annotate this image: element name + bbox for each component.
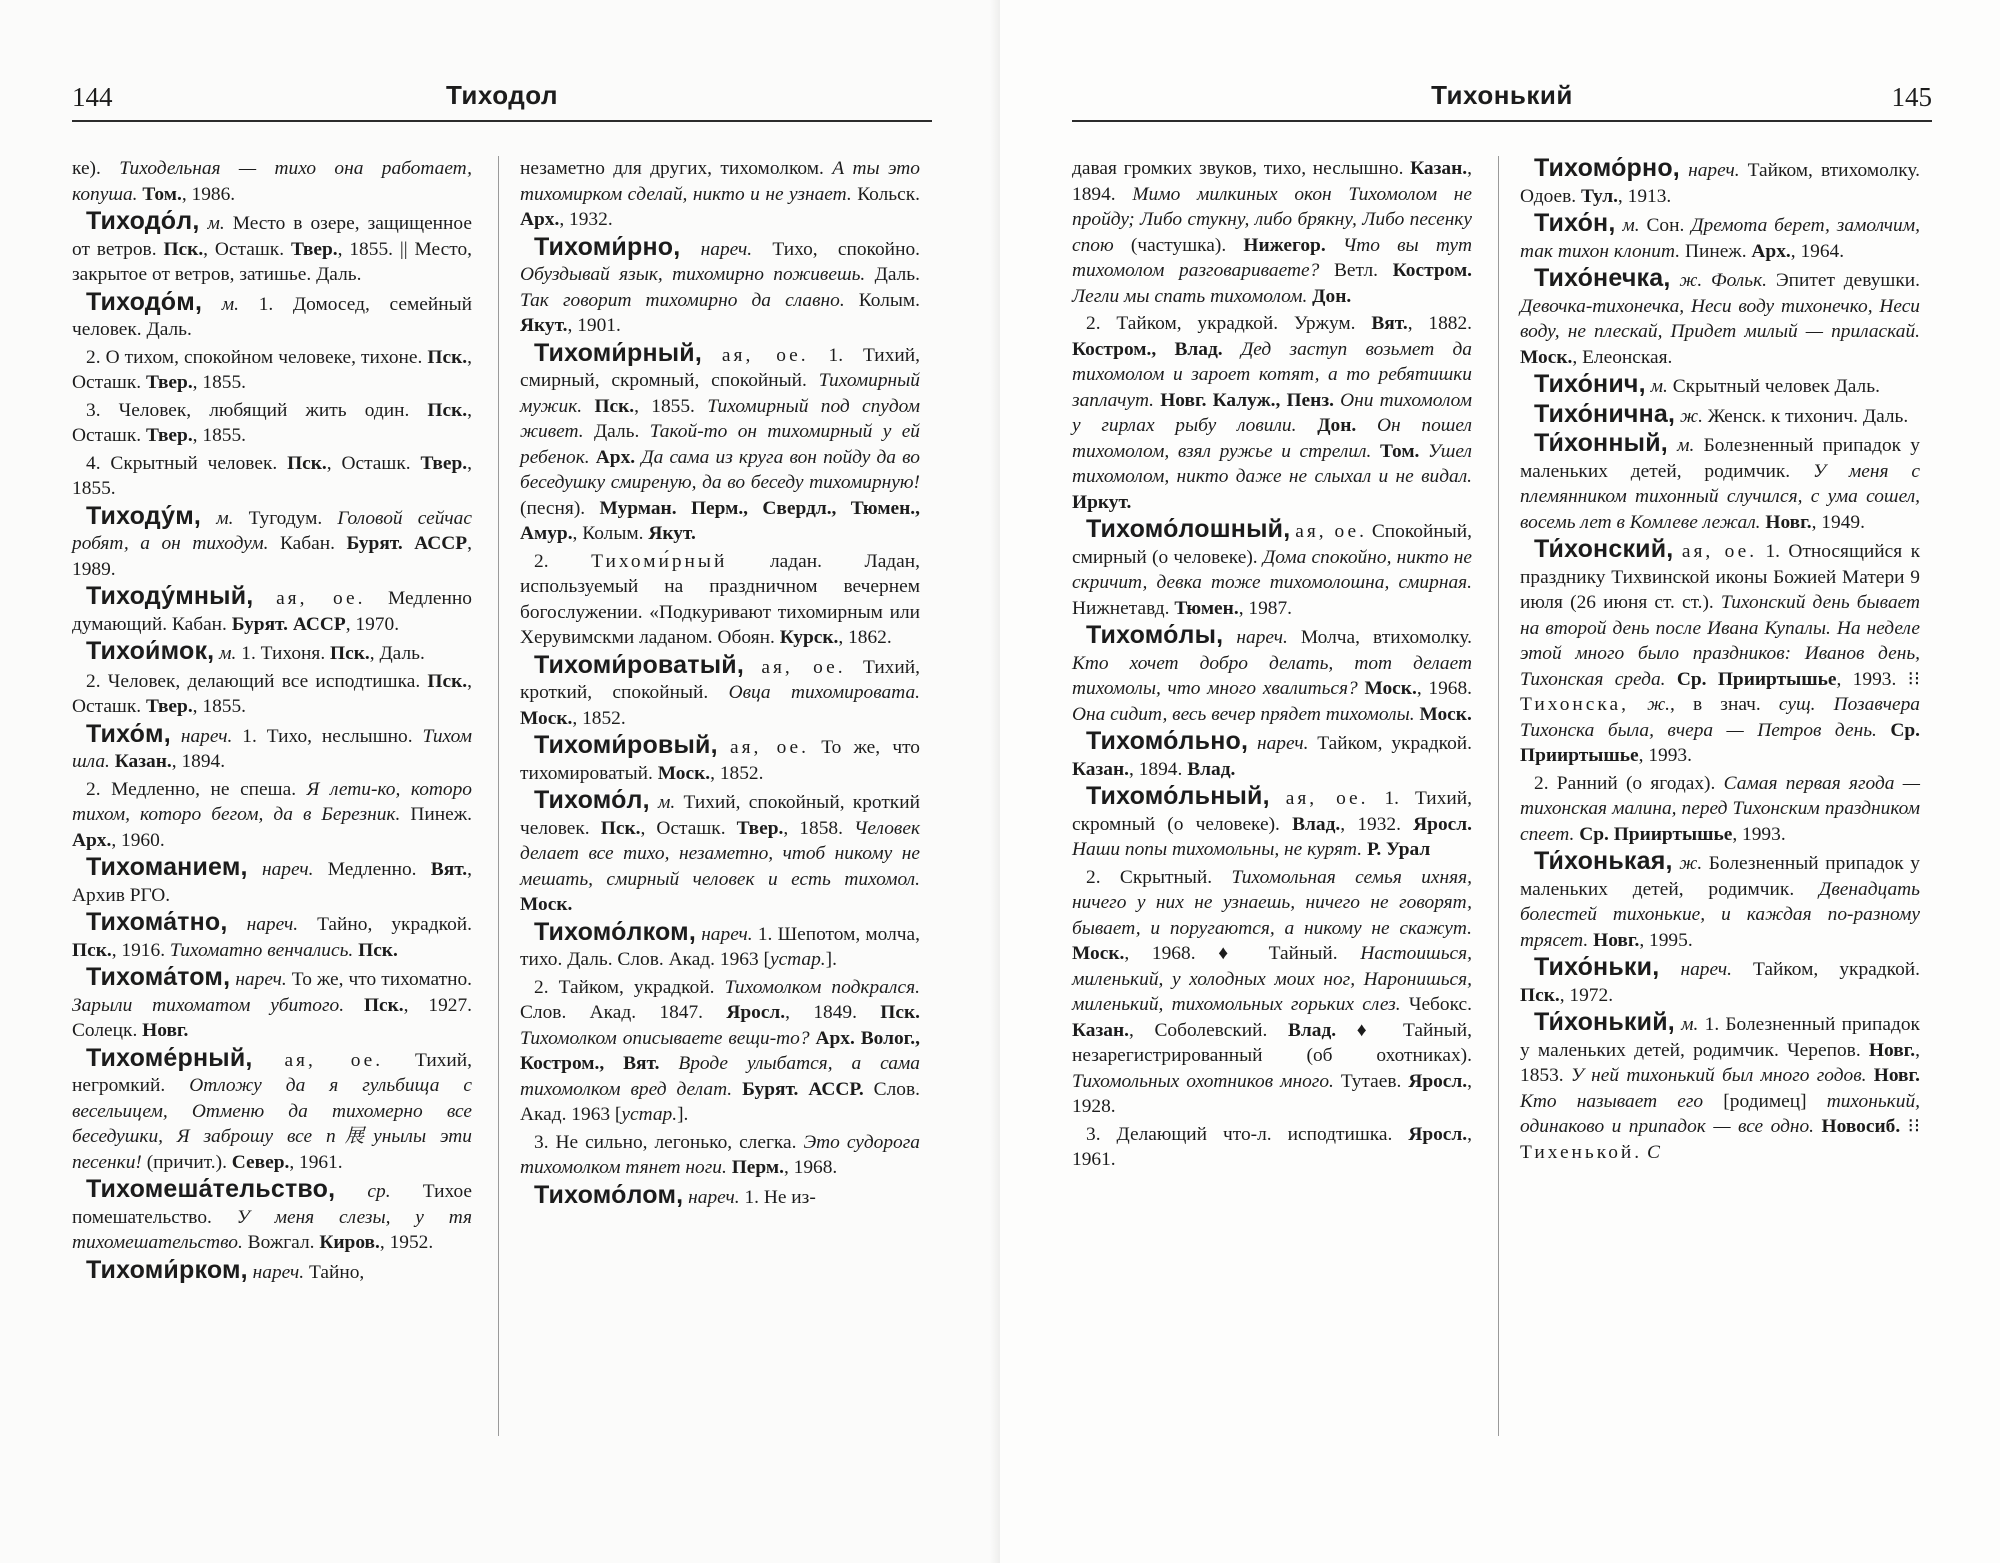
dictionary-entry	[1520, 266, 1920, 370]
definition-text: ая, ое. Спокойный, смирный (о человеке). Дома спокойно, никто не скричит, девка тоже тихомолошна, смирная. Нижнетавд. Тюмен., 1987.	[1072, 521, 1472, 619]
definition-text: нареч. Тайком, втихомолку. Одоев. Тул., 1913.	[1520, 160, 1920, 207]
definition-text: ая, ое. 1. Тихий, смирный, скромный, спокойный. Тихомирный мужик. Пск., 1855. Тихомирный под спудом живет. Даль. Такой-то он тихомирный у ей ребенок. Арх. Да сама из круга вон пойду да во беседушку смиреную, да во беседу тихомирную! (песня). Мурман. Перм., Свердл., Тюмен., Амур., Колым. Якут.	[520, 344, 921, 544]
definition-text: м. 1. Тихоня. Пск., Даль.	[219, 643, 425, 664]
right-page-column-1	[1072, 156, 1472, 1175]
dictionary-entry	[72, 1043, 472, 1176]
definition-text: ж. Женск. к тихонич. Даль.	[1680, 405, 1909, 427]
right-page-column-2	[1520, 156, 1920, 1167]
dictionary-entry	[520, 917, 920, 973]
headword: Тихоми́рком,	[86, 1255, 248, 1284]
entry-continuation: ке). Тиходельная — тихо она работает, копуша. Том., 1986.	[72, 158, 472, 205]
headword: Ти́хонький,	[1534, 1008, 1675, 1036]
left-running-head	[72, 78, 932, 122]
headword: Тихои́мок,	[86, 637, 215, 665]
definition-text: м. Место в озере, защищенное от ветров. Пск., Осташк. Твер., 1855. || Место, закрытое от ветров, затишье. Даль.	[72, 213, 472, 285]
definition-text: м. Скрытный человек Даль.	[1650, 376, 1880, 397]
headword: Тихома́том,	[86, 963, 231, 991]
dictionary-entry	[1072, 784, 1472, 863]
definition-text: нареч. Тайком, украдкой. Казан., 1894. Влад.	[1072, 733, 1472, 780]
entry-sense: 2. Тайком, украдкой. Уржум. Вят., 1882. Костром., Влад. Дед заступ возьмет да тихомолом и зароет котят, а то ребятишки заплачут. Новг. Калуж., Пенз. Они тихомолом у гирлах рыбу ловили. Дон. Он пошел тихомолом, взял ружье и стрелил. Том. Ушел тихомолом, никто даже не слыхал и не видал. Иркут.	[1072, 313, 1472, 513]
entry-sense: 2. О тихом, спокойном человеке, тихоне. Пск., Осташк. Твер., 1855.	[72, 346, 472, 393]
headword: Тихомо́лком,	[534, 917, 696, 946]
dictionary-entry	[1072, 623, 1472, 727]
dictionary-entry	[1520, 156, 1920, 209]
headword: Ти́хонский,	[1534, 535, 1674, 563]
headword: Тихоми́роватый,	[534, 650, 744, 679]
headword: Тихомо́лошный,	[1086, 515, 1291, 543]
dictionary-entry	[1520, 849, 1920, 953]
dictionary-entry	[72, 209, 472, 288]
headword: Тиходо́м,	[86, 287, 203, 316]
dictionary-entry	[1072, 517, 1472, 621]
definition-text: нареч. 1. Не из-	[688, 1186, 816, 1208]
definition-text: нареч. Тайно,	[252, 1261, 365, 1283]
dictionary-entry	[520, 788, 920, 918]
definition-text: ж. Фольк. Эпитет девушки. Девочка-тихонечка, Неси воду тихонечко, Неси воду, не плескай, Придет милый — приласкай. Моск., Елеонская.	[1520, 270, 1920, 368]
definition-text: ая, ое. Медленно думающий. Кабан. Бурят. АССР, 1970.	[72, 588, 472, 635]
definition-text: ая, ое. То же, что тихомироватый. Моск., 1852.	[520, 737, 921, 784]
headword: Тихомо́рно,	[1534, 154, 1680, 182]
headword: Тихо́ньки,	[1534, 953, 1660, 981]
left-page-column-2	[520, 156, 920, 1212]
right-page-number: 145	[1891, 82, 1932, 112]
definition-text: нареч. Тайно, украдкой. Пск., 1916. Тихоматно венчались. Пск.	[72, 914, 472, 961]
dictionary-entry	[72, 719, 472, 775]
definition-text: ая, ое. Тихий, кроткий, спокойный. Овца тихомировата. Моск., 1852.	[520, 656, 920, 729]
right-header-rule	[1072, 120, 1932, 122]
definition-text: м. Сон. Дремота берет, замолчим, так тихон клонит. Пинеж. Арх., 1964.	[1520, 215, 1920, 262]
headword: Тихоми́ровый,	[534, 731, 718, 759]
definition-text: ж. Болезненный припадок у маленьких детей, родимчик. Двенадцать болестей тихонькие, и каждая по-разному трясет. Новг., 1995.	[1520, 853, 1920, 951]
dictionary-entry	[1520, 431, 1920, 535]
dictionary-entry	[1520, 955, 1920, 1008]
definition-text: нареч. Тихо, спокойно. Обуздывай язык, тихомирно поживешь. Даль. Так говорит тихомирно да славно. Колым. Якут., 1901.	[520, 238, 921, 336]
headword: Тихо́м,	[86, 719, 171, 748]
dictionary-entry	[520, 1180, 920, 1211]
headword: Тихомо́лом,	[534, 1180, 684, 1209]
left-column-divider	[498, 156, 499, 1436]
definition-text: ая, ое. 1. Относящийся к празднику Тихвинской иконы Божией Матери 9 июля (26 июня ст. ст.). Тихонский день бывает на второй день после Ивана Купалы. На неделе этой много было праздников: Иванов день, Тихонская среда. Ср. Прииртышье, 1993. ⁝⁝ Тихонска, ж., в знач. сущ. Позавчера Тихонска была, вчера — Петров день. Ср. Прииртышье, 1993.	[1520, 541, 1921, 766]
entry-sense: 3. Делающий что-л. исподтишка. Яросл., 1961.	[1072, 1123, 1472, 1170]
left-header-rule	[72, 120, 932, 122]
dictionary-entry	[72, 584, 472, 637]
right-column-divider	[1498, 156, 1499, 1436]
entry-sense: 2. Скрытный. Тихомольная семья ихняя, ничего у них не узнаешь, ничего не говорят, бывает, и поругаются, а никому не скажут. Моск., 1968. ♦ Тайный. Настоишься, миленький, у холодных моих ног, Наронишься, миленький, тихомольных горьких слез. Чебокс. Казан., Соболевский. Влад. ♦ Тайный, незарегистрированный (об охотниках). Тихомольных охотников много. Тутаев. Яросл., 1928.	[1072, 866, 1473, 1117]
entry-sense: 3. Не сильно, легонько, слегка. Это судорога тихомолком тянет ноги. Перм., 1968.	[520, 1131, 921, 1178]
definition-text: нареч. Медленно. Вят., Архив РГО.	[72, 859, 472, 906]
headword: Тихоми́рный,	[534, 338, 703, 367]
dictionary-entry	[520, 733, 920, 786]
definition-text: нареч. 1. Тихо, неслышно. Тихом шла. Казан., 1894.	[72, 725, 472, 772]
dictionary-entry	[72, 639, 472, 667]
headword: Тихоме́рный,	[86, 1043, 253, 1072]
entry-continuation: незаметно для других, тихомолком. А ты это тихомирком сделай, никто и не узнает. Кольск. Арх., 1932.	[520, 158, 920, 230]
headword: Тихомо́лы,	[1086, 621, 1224, 649]
headword: Тихома́тно,	[86, 908, 228, 936]
definition-text: ср. Тихое помешательство. У меня слезы, у тя тихомешательство. Вожгал. Киров., 1952.	[72, 1181, 472, 1253]
dictionary-entry	[1520, 211, 1920, 264]
headword: Тихо́н,	[1534, 209, 1616, 237]
headword: Тиходу́мный,	[86, 582, 254, 610]
definition-text: нареч. 1. Шепотом, молча, тихо. Даль. Слов. Акад. 1963 [устар.].	[520, 923, 920, 970]
left-header-word: Тиходол	[446, 80, 558, 110]
headword: Тихо́нична,	[1534, 399, 1676, 428]
headword: Тихо́нич,	[1534, 370, 1646, 398]
dictionary-entry	[72, 287, 472, 343]
headword: Тихомо́льный,	[1086, 782, 1270, 810]
entry-sense: 4. Скрытный человек. Пск., Осташк. Твер., 1855.	[72, 452, 472, 499]
headword: Тихомеша́тельство,	[86, 1175, 336, 1203]
definition-text: м. 1. Домосед, семейный человек. Даль.	[72, 293, 472, 340]
definition-text: м. Тугодум. Головой сейчас робят, а он тиходум. Кабан. Бурят. АССР, 1989.	[72, 507, 472, 580]
dictionary-entry	[72, 1255, 472, 1286]
dictionary-entry	[72, 501, 472, 583]
definition-text: м. 1. Болезненный припадок у маленьких детей, родимчик. Черепов. Новг., 1853. У ней тихонький был много годов. Новг. Кто называет его [родимец] тихонький, одинаково и припадок — все одно. Новосиб. ⁝⁝ Тихенькой. С	[1520, 1014, 1920, 1163]
right-running-head	[1072, 78, 1932, 122]
definition-text: ая, ое. 1. Тихий, скромный (о человеке). Влад., 1932. Яросл. Наши попы тихомольны, не курят. Р. Урал	[1072, 788, 1472, 860]
dictionary-entry	[520, 232, 921, 339]
dictionary-entry	[1520, 372, 1920, 400]
headword: Тихоми́рно,	[534, 232, 681, 261]
dictionary-entry	[520, 338, 921, 547]
definition-text: нареч. Молча, втихомолку. Кто хочет добро делать, тот делает тихомолы, что много хвалиться? Моск., 1968. Она сидит, весь вечер прядет тихомолы. Моск.	[1072, 627, 1472, 725]
headword: Тихо́нечка,	[1534, 264, 1671, 292]
headword: Ти́хонькая,	[1534, 847, 1673, 875]
entry-sense: 2. Человек, делающий все исподтишка. Пск., Осташк. Твер., 1855.	[72, 670, 472, 717]
headword: Тихоманием,	[86, 853, 248, 881]
headword: Тихомо́л,	[534, 786, 650, 814]
left-page-column-1	[72, 156, 472, 1287]
dictionary-entry	[72, 910, 472, 963]
dictionary-entry	[1520, 1010, 1920, 1165]
entry-sense: 2. Тайком, украдкой. Тихомолком подкрался. Слов. Акад. 1847. Яросл., 1849. Пск. Тихомолком описываете вещи-то? Арх. Волог., Костром., Вят. Вроде улыбатся, а сама тихомолком вред делат. Бурят. АССР. Слов. Акад. 1963 [устар.].	[520, 976, 920, 1125]
headword: Тиходо́л,	[86, 207, 200, 235]
dictionary-entry	[1520, 537, 1920, 769]
entry-sense: 3. Человек, любящий жить один. Пск., Осташк. Твер., 1855.	[72, 399, 472, 446]
definition-text: ая, ое. Тихий, негромкий. Отложу да я гульбища с весельицем, Отменю да тихомерно все беседушки, Я заброшу все п展унылы эти песенки! (причит.). Север., 1961.	[72, 1049, 472, 1173]
definition-text: нареч. Тайком, украдкой. Пск., 1972.	[1520, 959, 1920, 1006]
entry-continuation: давая громких звуков, тихо, неслышно. Казан., 1894. Мимо милкиных окон Тихомолом не пройду; Либо стукну, либо брякну, Либо песенку спою (частушка). Нижегор. Что вы тут тихомолом разговариваете? Ветл. Костром. Легли мы спать тихомолом. Дон.	[1072, 158, 1472, 307]
dictionary-entry	[520, 650, 920, 732]
dictionary-entry	[72, 965, 472, 1044]
dictionary-entry	[72, 1177, 472, 1256]
dictionary-entry	[1072, 729, 1472, 782]
entry-sense: 2. Медленно, не спеша. Я лети-ко, которо тихом, которо бегом, да в Березник. Пинеж. Арх., 1960.	[72, 778, 472, 851]
right-header-word: Тихонький	[1431, 80, 1573, 110]
definition-text: нареч. То же, что тихоматно. Зарыли тихоматом убитого. Пск., 1927. Солецк. Новг.	[72, 969, 472, 1041]
dictionary-entry	[72, 855, 472, 908]
definition-text: м. Болезненный припадок у маленьких детей, родимчик. У меня с племянником тихонный случился, с ума сошел, восемь лет в Комлеве лежал. Новг., 1949.	[1520, 435, 1920, 533]
entry-sense: 2. Тихоми́рный ладан. Ладан, используемый на праздничном вечернем богослужении. «Подкуривают тихомирным или Херувимскми ладаном. Обоян. Курск., 1862.	[520, 550, 920, 648]
headword: Тиходу́м,	[86, 501, 202, 530]
entry-sense: 2. Ранний (о ягодах). Самая первая ягода — тихонская малина, перед Тихонским праздником спеет. Ср. Прииртышье, 1993.	[1520, 772, 1920, 845]
right-page	[1000, 0, 2000, 1563]
headword: Тихомо́льно,	[1086, 727, 1249, 755]
dictionary-entry	[1520, 399, 1920, 430]
headword: Ти́хонный,	[1534, 429, 1668, 457]
definition-text: м. Тихий, спокойный, кроткий человек. Пск., Осташк. Твер., 1858. Человек делает все тихо, незаметно, чтоб никому не мешать, смирный человек и есть тихомол. Моск.	[520, 792, 921, 915]
left-page-number: 144	[72, 82, 113, 112]
